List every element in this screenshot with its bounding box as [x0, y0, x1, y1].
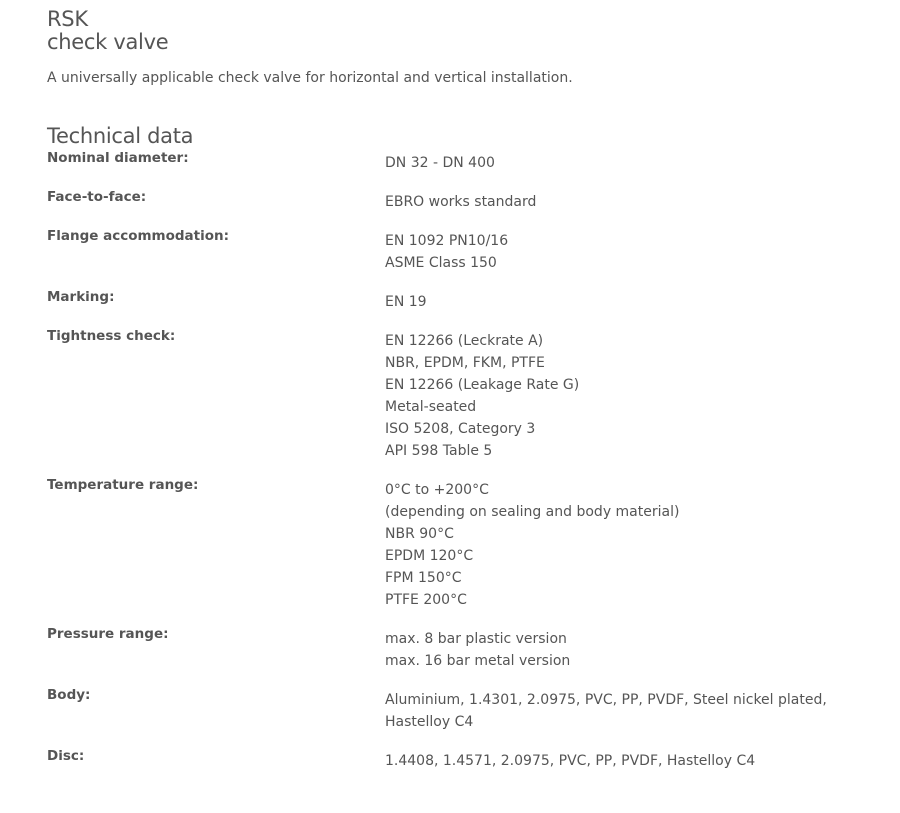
spec-row [47, 747, 847, 772]
spec-values [385, 149, 840, 174]
spec-value: FPM 150°C [385, 570, 462, 586]
spec-value: EBRO works standard [385, 194, 537, 210]
spec-values [385, 288, 840, 313]
spec-value: EN 12266 (Leckrate A) [385, 333, 544, 349]
spec-label: Marking: [47, 289, 115, 305]
spec-value: max. 8 bar plastic version [385, 631, 567, 647]
spec-value: Aluminium, 1.4301, 2.0975, PVC, PP, PVDF, Steel nickel plated, Hastelloy C4 [385, 692, 827, 730]
spec-value: NBR 90°C [385, 526, 454, 542]
product-title [47, 8, 847, 54]
spec-value: EN 12266 (Leakage Rate G) [385, 377, 580, 393]
spec-value: DN 32 - DN 400 [385, 155, 495, 171]
spec-value: 1.4408, 1.4571, 2.0975, PVC, PP, PVDF, Hastelloy C4 [385, 753, 756, 769]
spec-value: ISO 5208, Category 3 [385, 421, 536, 437]
spec-label: Temperature range: [47, 477, 199, 493]
product-code: RSK [47, 7, 88, 31]
spec-row [47, 227, 847, 274]
product-name: check valve [47, 30, 169, 54]
spec-values [385, 686, 840, 733]
spec-values [385, 188, 840, 213]
spec-value: Metal-seated [385, 399, 477, 415]
spec-row [47, 686, 847, 733]
product-page [47, 8, 847, 786]
spec-value: 0°C to +200°C [385, 482, 489, 498]
spec-label: Pressure range: [47, 626, 169, 642]
spec-value: EN 1092 PN10/16 [385, 233, 509, 249]
spec-values [385, 327, 840, 462]
spec-values [385, 747, 840, 772]
technical-data-heading: Technical data [47, 124, 194, 148]
spec-row [47, 625, 847, 672]
spec-label: Flange accommodation: [47, 228, 230, 244]
spec-values [385, 625, 840, 672]
spec-label: Face-to-face: [47, 189, 147, 205]
spec-value: ASME Class 150 [385, 255, 497, 271]
spec-label: Tightness check: [47, 328, 176, 344]
spec-value: PTFE 200°C [385, 592, 467, 608]
spec-label: Body: [47, 687, 91, 703]
spec-value: EPDM 120°C [385, 548, 474, 564]
spec-label: Nominal diameter: [47, 150, 189, 166]
spec-label: Disc: [47, 748, 85, 764]
spec-value: EN 19 [385, 294, 427, 310]
spec-value: max. 16 bar metal version [385, 653, 571, 669]
product-description: A universally applicable check valve for horizontal and vertical installation. [47, 70, 573, 86]
spec-row [47, 149, 847, 174]
spec-row [47, 188, 847, 213]
spec-value: API 598 Table 5 [385, 443, 493, 459]
spec-row [47, 288, 847, 313]
technical-data-table [47, 149, 847, 772]
spec-row [47, 476, 847, 611]
spec-value: NBR, EPDM, FKM, PTFE [385, 355, 545, 371]
spec-row [47, 327, 847, 462]
spec-values [385, 476, 840, 611]
spec-values [385, 227, 840, 274]
spec-value: (depending on sealing and body material) [385, 504, 680, 520]
